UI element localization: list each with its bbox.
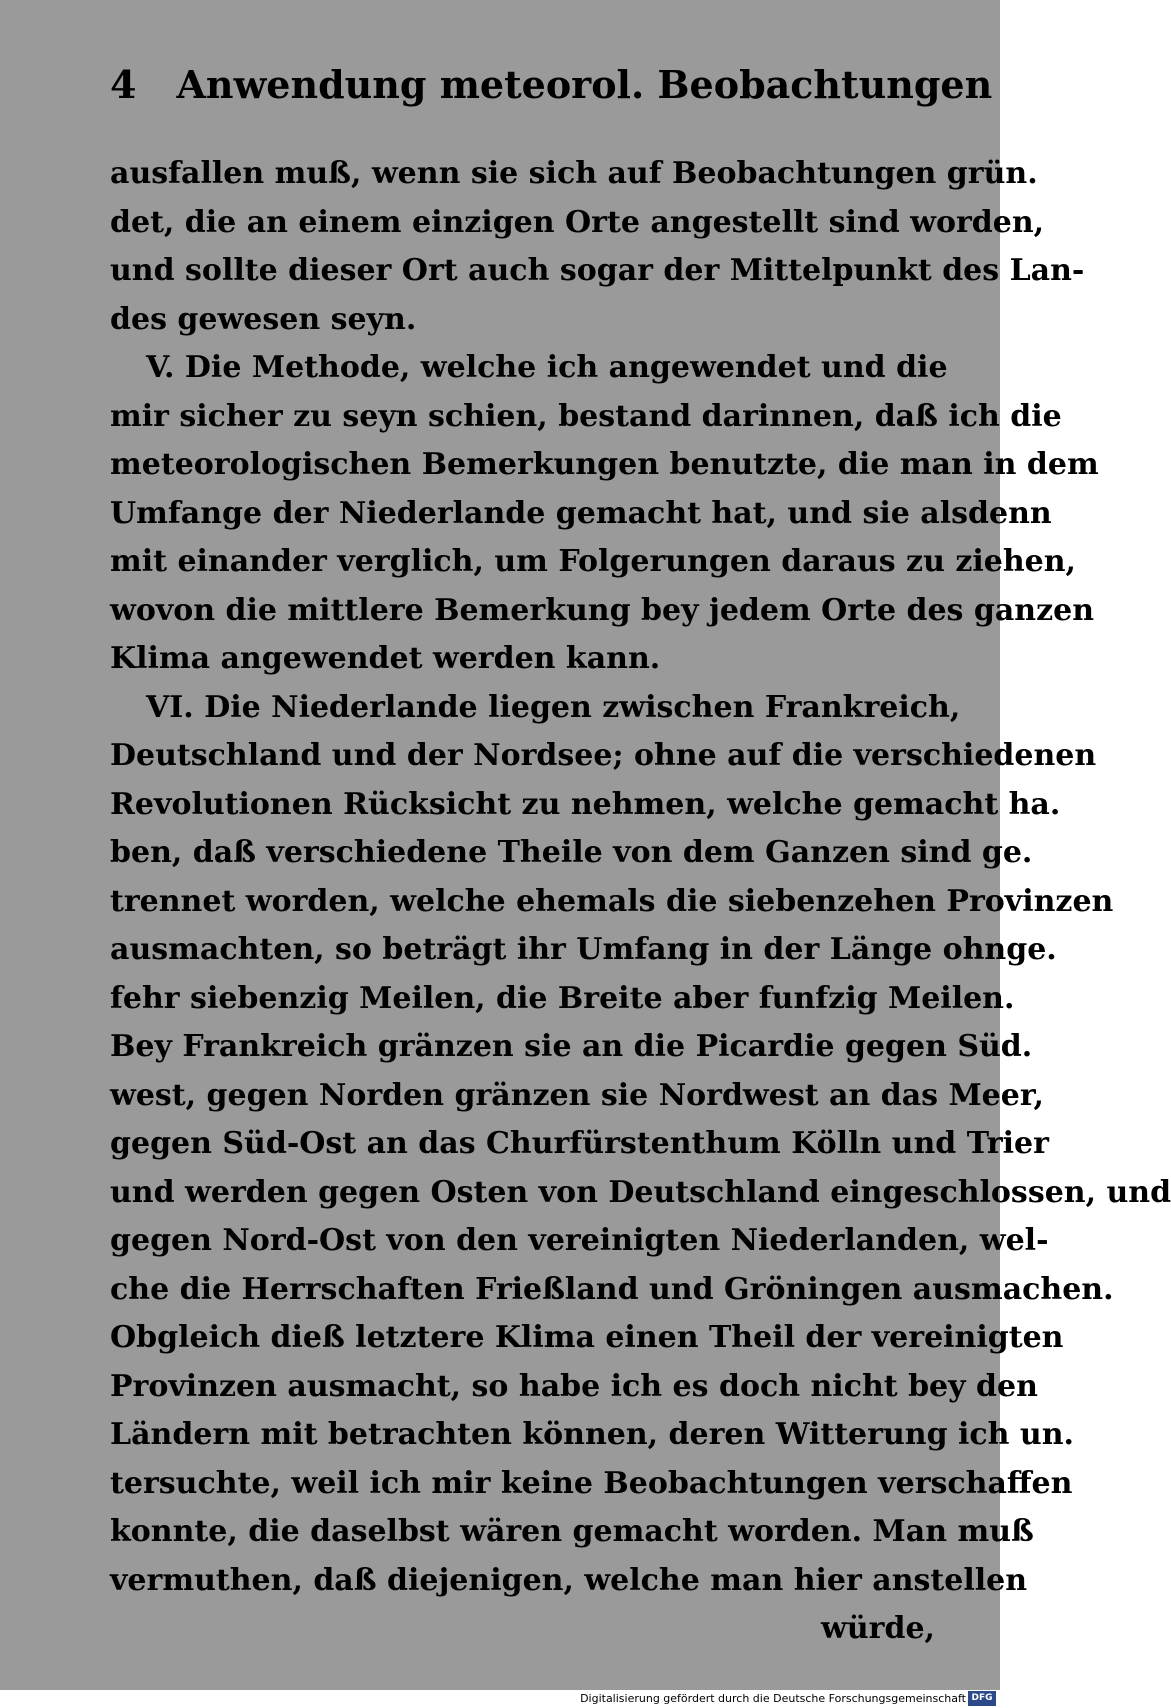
text-line: Ländern mit betrachten können, deren Witterung ich un. — [110, 1417, 1074, 1452]
text-line: fehr siebenzig Meilen, die Breite aber funfzig Meilen. — [110, 980, 1015, 1016]
text-line: Deutschland und der Nordsee; ohne auf die verschiedenen — [110, 738, 1097, 773]
text-line: konnte, die daselbst wären gemacht worden. Man muß — [110, 1514, 1034, 1549]
text-line: Revolutionen Rücksicht zu nehmen, welche gemacht ha. — [110, 786, 1061, 822]
text-line: Klima angewendet werden kann. — [110, 641, 661, 676]
text-line: Provinzen ausmacht, so habe ich es doch nicht bey den — [110, 1368, 1038, 1404]
text-line: und werden gegen Osten von Deutschland eingeschlossen, und — [110, 1174, 1171, 1210]
text-line: ausfallen muß, wenn sie sich auf Beobachtungen grün. — [110, 156, 1038, 191]
text-line: Obgleich dieß letztere Klima einen Theil der vereinigten — [110, 1320, 1064, 1355]
paragraph-start-line: V. Die Methode, welche ich angewendet und die — [146, 350, 948, 385]
text-line: Bey Frankreich gränzen sie an die Picardie gegen Süd. — [110, 1029, 1033, 1064]
running-head-title: Anwendung meteorol. Beobachtungen — [176, 62, 993, 107]
text-line: des gewesen seyn. — [110, 301, 417, 337]
text-line: che die Herrschaften Frießland und Gröningen ausmachen. — [110, 1271, 1114, 1307]
text-line: gegen Nord-Ost von den vereinigten Niederlanden, wel- — [110, 1223, 1049, 1258]
text-line: tersuchte, weil ich mir keine Beobachtungen verschaffen — [110, 1465, 1073, 1501]
dfg-logo: DFG — [968, 1691, 996, 1706]
text-line: meteorologischen Bemerkungen benutzte, die man in dem — [110, 447, 1099, 482]
text-line: ben, daß verschiedene Theile von dem Ganzen sind ge. — [110, 835, 1033, 870]
catchword: würde, — [821, 1611, 935, 1646]
body-text — [110, 150, 1171, 1654]
text-line: vermuthen, daß diejenigen, welche man hier anstellen — [110, 1562, 1028, 1598]
paragraph-start-line: VI. Die Niederlande liegen zwischen Frankreich, — [146, 689, 961, 725]
running-header — [110, 62, 992, 122]
page-number: 4 — [110, 62, 137, 107]
text-line: det, die an einem einzigen Orte angestellt sind worden, — [110, 204, 1045, 240]
text-line: Umfange der Niederlande gemacht hat, und sie alsdenn — [110, 495, 1052, 531]
text-line: ausmachten, so beträgt ihr Umfang in der Länge ohnge. — [110, 932, 1057, 967]
text-line: west, gegen Norden gränzen sie Nordwest an das Meer, — [110, 1077, 1044, 1113]
text-line: und sollte dieser Ort auch sogar der Mittelpunkt des Lan- — [110, 253, 1085, 288]
digitization-credit: Digitalisierung gefördert durch die Deutsche Forschungsgemeinschaft — [580, 1692, 966, 1705]
text-line: wovon die mittlere Bemerkung bey jedem Orte des ganzen — [110, 592, 1095, 628]
text-line: trennet worden, welche ehemals die siebenzehen Provinzen — [110, 883, 1114, 919]
text-line: mit einander verglich, um Folgerungen daraus zu ziehen, — [110, 544, 1077, 579]
text-line: mir sicher zu seyn schien, bestand darinnen, daß ich die — [110, 398, 1062, 434]
text-line: gegen Süd-Ost an das Churfürstenthum Kölln und Trier — [110, 1126, 1049, 1161]
